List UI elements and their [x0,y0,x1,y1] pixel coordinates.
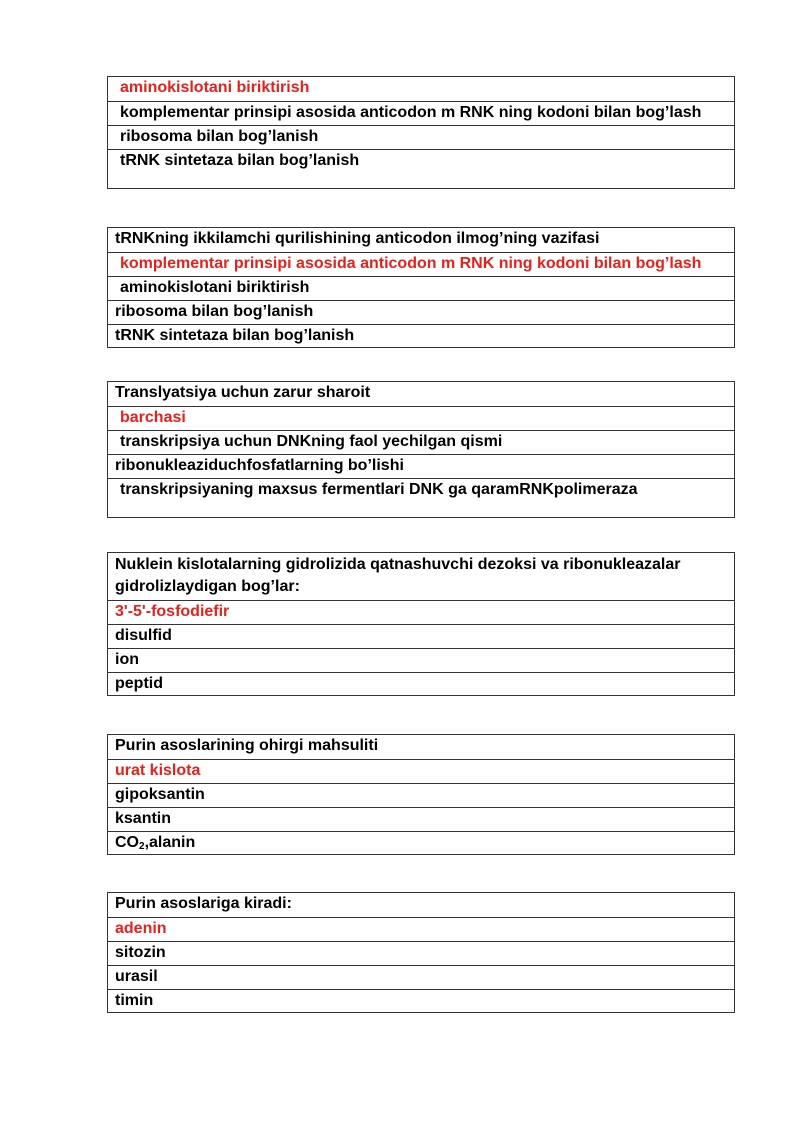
question-text: tRNKning ikkilamchi qurilishining anticodon ilmog’ning vazifasi [115,230,600,247]
answer-option: ribosoma bilan bog’lanish [108,125,734,149]
answer-option-correct: 3'-5'-fosfodiefir [108,600,734,624]
formula-text: CO [115,834,139,851]
answer-option: sitozin [108,941,734,965]
answer-option: ribosoma bilan bog’lanish [108,300,734,324]
question-table-1 [107,76,735,189]
question-text: Nuklein kislotalarning gidrolizida qatnashuvchi dezoksi va ribonukleazalar gidrolizlaydigan bog’lar: [115,556,681,595]
question-table-6 [107,892,735,1013]
answer-option: aminokislotani biriktirish [108,276,734,300]
question-text: Purin asoslarining ohirgi mahsuliti [115,737,379,754]
answer-option: tRNK sintetaza bilan bog’lanish [108,324,734,347]
answer-option: transkripsiya uchun DNKning faol yechilgan qismi [108,430,734,454]
answer-option: peptid [108,672,734,695]
answer-option: gipoksantin [108,783,734,807]
answer-option: ksantin [108,807,734,831]
answer-option-correct: urat kislota [108,759,734,783]
answer-option-correct: barchasi [108,406,734,430]
answer-option: ion [108,648,734,672]
answer-option: ribonukleaziduchfosfatlarning bo’lishi [108,454,734,478]
question-table-4 [107,552,735,696]
answer-option: tRNK sintetaza bilan bog’lanish [108,149,734,188]
question-text: Translyatsiya uchun zarur sharoit [115,384,371,401]
formula-suffix: ,alanin [144,834,196,851]
question-table-2 [107,227,735,348]
formula-subscript: 2 [139,841,145,852]
answer-option-correct: adenin [108,917,734,941]
answer-option: timin [108,989,734,1012]
question-text: Purin asoslariga kiradi: [115,895,292,912]
question-table-5 [107,734,735,855]
answer-option-correct: komplementar prinsipi asosida anticodon m RNK ning kodoni bilan bog’lash [108,252,734,276]
answer-option [108,831,734,854]
answer-option: transkripsiyaning maxsus fermentlari DNK ga qaramRNKpolimeraza [108,478,734,517]
answer-option: urasil [108,965,734,989]
answer-option-correct: aminokislotani biriktirish [120,79,310,96]
answer-option: komplementar prinsipi asosida anticodon m RNK ning kodoni bilan bog’lash [108,101,734,125]
question-table-3 [107,381,735,518]
answer-option: disulfid [108,624,734,648]
